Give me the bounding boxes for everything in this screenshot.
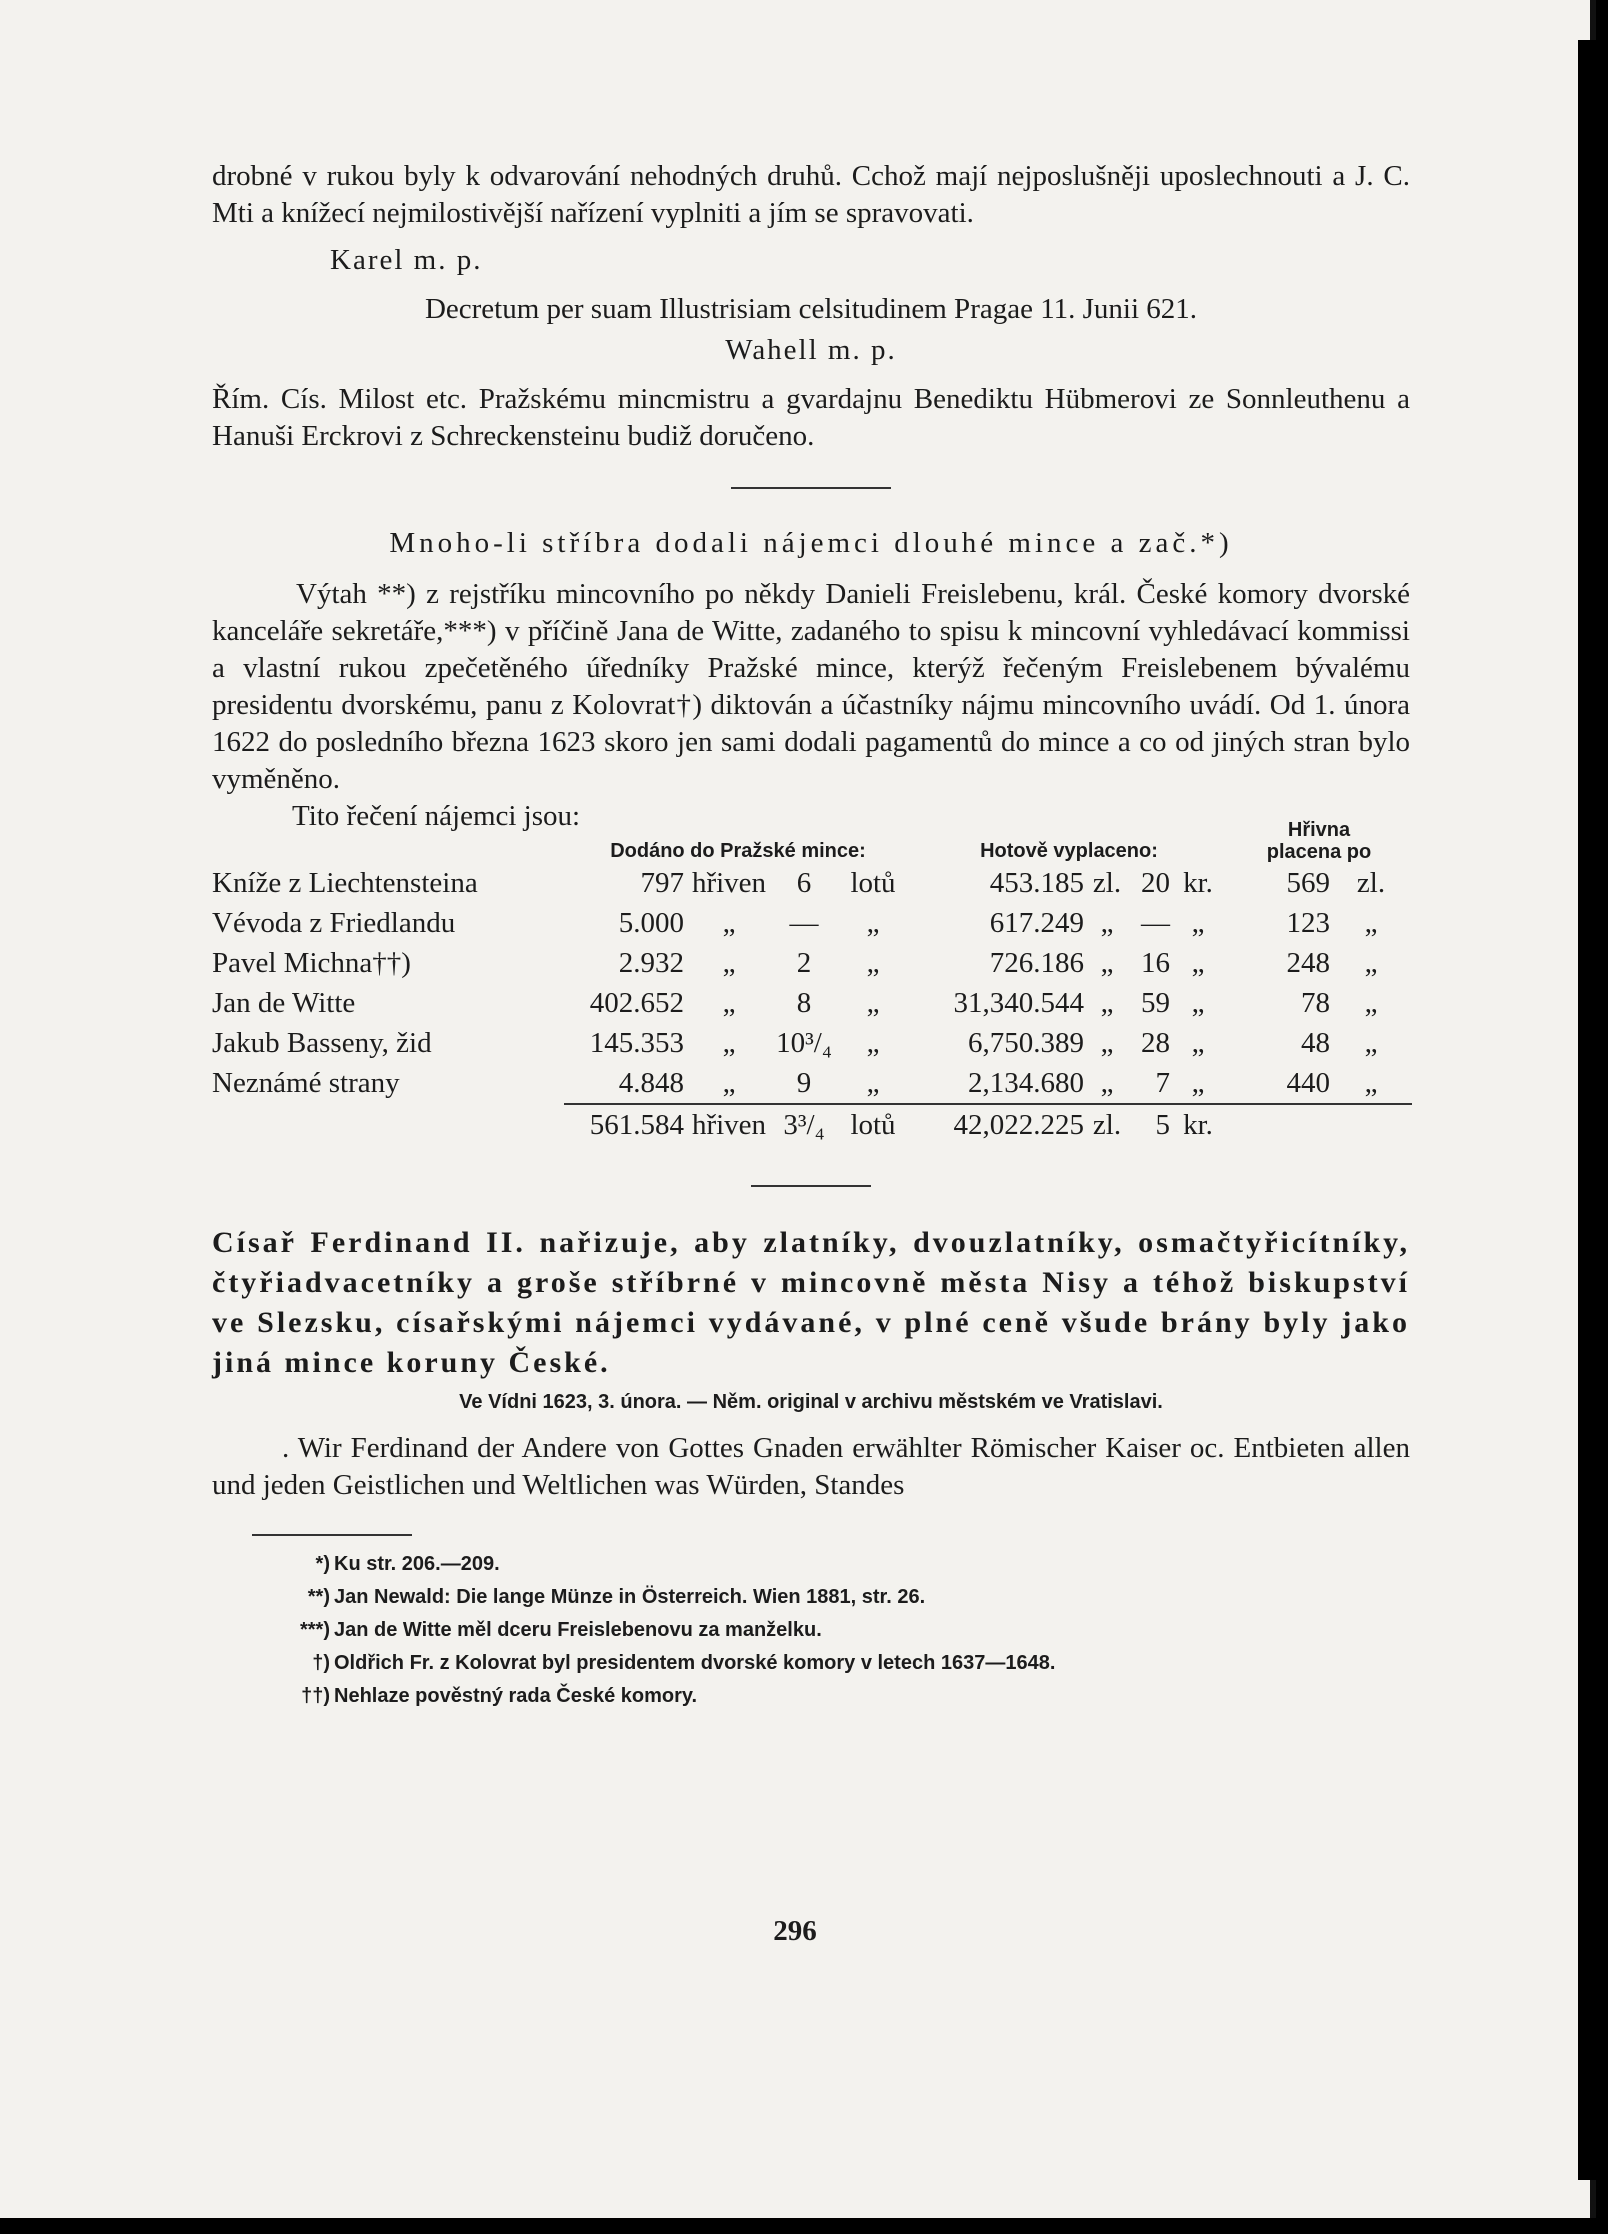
footnote-mark: ††)	[301, 1685, 330, 1707]
cell-kr-unit: „	[1191, 1066, 1205, 1099]
table-row	[212, 983, 1412, 1023]
cell-unit: „	[722, 946, 736, 979]
cell-mark: 569	[1286, 866, 1330, 899]
cell-unit: „	[722, 906, 736, 939]
section-divider-2	[751, 1185, 871, 1187]
cell-zl-unit: „	[1100, 1066, 1114, 1099]
signature-karel: Karel m. p.	[330, 244, 483, 276]
cell-name: Jakub Basseny, žid	[212, 1026, 432, 1059]
footnote	[212, 1581, 1410, 1614]
total-lot: 3³/₄	[774, 1104, 834, 1145]
cell-mark-unit: „	[1364, 1066, 1378, 1099]
cell-mark: 248	[1286, 946, 1330, 979]
cell-zl: 2,134.680	[968, 1066, 1084, 1099]
cell-unit: „	[722, 1066, 736, 1099]
cell-mark-unit: „	[1364, 906, 1378, 939]
cell-name: Jan de Witte	[212, 986, 356, 1019]
cell-lot: 9	[796, 1066, 812, 1099]
cell-kr: —	[1141, 906, 1170, 939]
cell-zl: 6,750.389	[968, 1026, 1084, 1059]
cell-zl-unit: „	[1100, 1026, 1114, 1059]
cell-kr-unit: „	[1191, 986, 1205, 1019]
total-unit: hřiven	[684, 1104, 774, 1145]
footnote-rule	[252, 1534, 412, 1536]
cell-amount: 2.932	[618, 946, 684, 979]
cell-lot-unit: „	[866, 906, 880, 939]
table-row	[212, 1063, 1412, 1104]
cell-zl: 31,340.544	[953, 986, 1084, 1019]
cell-kr-unit: „	[1191, 906, 1205, 939]
cell-mark-unit: „	[1364, 1026, 1378, 1059]
cell-zl-unit: „	[1100, 906, 1114, 939]
cell-lot-unit: lotů	[850, 866, 896, 899]
cell-lot-unit: „	[866, 1066, 880, 1099]
section-title-silver: Mnoho-li stříbra dodali nájemci dlouhé mince a zač.*)	[389, 527, 1233, 559]
cell-zl: 453.185	[989, 866, 1084, 899]
cell-name: Neznámé strany	[212, 1067, 400, 1099]
cell-mark: 123	[1286, 906, 1330, 939]
total-zl: 42,022.225	[912, 1104, 1084, 1145]
total-kr-unit: kr.	[1170, 1104, 1226, 1145]
cell-unit: hřiven	[691, 866, 767, 899]
lessees-table	[212, 819, 1412, 1145]
section-body-extract: Výtah **) z rejstříku mincovního po někdy Danieli Freislebenu, král. České komory dvorské kanceláře sekretáře,***) v příčině Jana de Witte, zadaného to spisu k mincovní vyhledávací kommissi a vlastní rukou zpečetěného úředníky Pražské mince, kterýž řečeným Freislebenem bývalému presidentu dvorskému, panu z Kolovrat†) diktován a účastníky nájmu mincovního uvádí. Od 1. února 1622 do posledního března 1623 skoro jen sami dodali pagamentů do mince a co od jiných stran bylo vyměněno.	[212, 578, 1410, 795]
page-number: 296	[773, 1915, 817, 1947]
cell-lot: 8	[796, 986, 812, 1019]
table-intro: Tito řečení nájemci jsou:	[292, 800, 581, 832]
cell-mark-unit: „	[1364, 946, 1378, 979]
cell-name: Vévoda z Friedlandu	[212, 906, 456, 939]
footnote-text: Ku str. 206.—209.	[334, 1553, 500, 1575]
section-body-ferdinand: . Wir Ferdinand der Andere von Gottes Gnaden erwählter Römischer Kaiser oc. Entbieten allen und jeden Geistlichen und Weltlichen was Würden, Standes	[212, 1432, 1410, 1501]
signature-wahell: Wahell m. p.	[725, 334, 897, 366]
cell-lot: —	[789, 906, 819, 939]
total-kr: 5	[1130, 1104, 1170, 1145]
cell-kr: 7	[1155, 1066, 1170, 1099]
cell-amount: 797	[640, 866, 684, 899]
cell-amount: 4.848	[618, 1066, 684, 1099]
cell-mark-unit: „	[1364, 986, 1378, 1019]
intro-paragraph: drobné v rukou byly k odvarování nehodných druhů. Cchož mají nejposlušněji uposlechnouti a J. C. Mti a knížecí nejmilostivější nařízení vyplniti a jím se spravovati.	[212, 160, 1410, 229]
total-zl-unit: zl.	[1084, 1104, 1130, 1145]
footnote	[212, 1680, 1410, 1713]
cell-kr-unit: „	[1191, 1026, 1205, 1059]
page-edge-shadow	[1578, 40, 1596, 2180]
total-row	[212, 1104, 1412, 1145]
table-row	[212, 943, 1412, 983]
footnotes	[212, 1548, 1410, 1713]
cell-lot: 6	[796, 866, 812, 899]
cell-zl: 617.249	[989, 906, 1084, 939]
cell-mark: 440	[1286, 1066, 1330, 1099]
cell-amount: 5.000	[618, 906, 684, 939]
table-row	[212, 1023, 1412, 1063]
header-mark-line1: Hřivna	[1287, 819, 1351, 841]
section-divider	[731, 487, 891, 489]
footnote-mark: *)	[315, 1553, 330, 1575]
footnote	[212, 1548, 1410, 1581]
cell-mark-unit: zl.	[1356, 866, 1386, 899]
section-source: Ve Vídni 1623, 3. února. — Něm. original v archivu městském ve Vratislavi.	[459, 1391, 1163, 1413]
cell-zl-unit: zl.	[1092, 866, 1122, 899]
footnote-mark: †)	[312, 1652, 330, 1674]
table-row	[212, 863, 1412, 903]
cell-lot-unit: „	[866, 1026, 880, 1059]
cell-kr-unit: kr.	[1183, 866, 1213, 899]
footnote-text: Jan de Witte měl dceru Freislebenovu za manželku.	[334, 1619, 822, 1641]
footnote-text: Oldřich Fr. z Kolovrat byl presidentem dvorské komory v letech 1637—1648.	[334, 1652, 1056, 1674]
cell-zl: 726.186	[989, 946, 1084, 979]
cell-lot: 10³/₄	[776, 1026, 832, 1059]
cell-kr: 16	[1141, 946, 1170, 979]
cell-zl-unit: „	[1100, 946, 1114, 979]
footnote-mark: **)	[307, 1586, 330, 1608]
cell-kr-unit: „	[1191, 946, 1205, 979]
cell-lot-unit: „	[866, 946, 880, 979]
address-paragraph: Řím. Cís. Milost etc. Pražskému mincmistru a gvardajnu Benediktu Hübmerovi ze Sonnleuthenu a Hanuši Erckrovi z Schreckensteinu budiž doručeno.	[212, 383, 1410, 452]
cell-name: Pavel Michna††)	[212, 946, 411, 979]
footnote-text: Jan Newald: Die lange Münze in Österreich. Wien 1881, str. 26.	[334, 1586, 926, 1608]
cell-kr: 28	[1141, 1026, 1170, 1059]
cell-kr: 20	[1141, 866, 1170, 899]
header-mark	[1226, 819, 1412, 863]
cell-zl-unit: „	[1100, 986, 1114, 1019]
cell-kr: 59	[1141, 986, 1170, 1019]
section-title-ferdinand: Císař Ferdinand II. nařizuje, aby zlatníky, dvouzlatníky, osmačtyřicítníky, čtyřiadvacetníky a groše stříbrné v mincovně města Nisy a téhož biskupství ve Slezsku, císařskými nájemci vydávané, v plné ceně všude brány byly jako jiná mince koruny České.	[212, 1226, 1410, 1379]
cell-mark: 48	[1301, 1026, 1330, 1059]
cell-unit: „	[722, 986, 736, 1019]
total-lot-unit: lotů	[834, 1104, 912, 1145]
cell-amount: 402.652	[589, 986, 684, 1019]
footnote-mark: ***)	[299, 1619, 330, 1641]
cell-amount: 145.353	[589, 1026, 684, 1059]
cell-mark: 78	[1301, 986, 1330, 1019]
decretum-line: Decretum per suam Illustrisiam celsitudinem Pragae 11. Junii 621.	[424, 293, 1198, 325]
cell-name: Kníže z Liechtensteina	[212, 866, 478, 899]
table-row	[212, 903, 1412, 943]
page-content	[212, 158, 1410, 1713]
cell-lot: 2	[796, 946, 812, 979]
cell-unit: „	[722, 1026, 736, 1059]
total-amount: 561.584	[564, 1104, 684, 1145]
header-mark-line2: placena po	[1266, 841, 1372, 863]
footnote-text: Nehlaze pověstný rada České komory.	[334, 1685, 698, 1707]
footnote	[212, 1647, 1410, 1680]
header-delivered: Dodáno do Pražské mince:	[610, 840, 866, 862]
header-paid: Hotově vyplaceno:	[980, 840, 1158, 862]
footnote	[212, 1614, 1410, 1647]
cell-lot-unit: „	[866, 986, 880, 1019]
